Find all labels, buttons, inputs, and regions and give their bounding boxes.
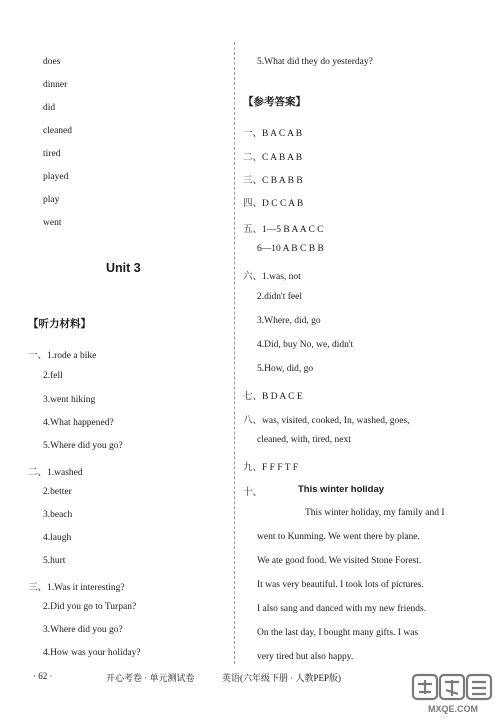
answer-item: 八、was, visited, cooked, In, washed, goes, (243, 416, 410, 426)
essay-line: very tired but also happy. (257, 652, 354, 662)
listening-item: 一、1.rode a bike (28, 351, 97, 361)
listening-item: 4.laugh (43, 533, 72, 543)
answer-item: 九、F F F T F (243, 463, 299, 473)
watermark-glyph-stroke (472, 682, 486, 694)
answer-item: 4.Did, buy No, we, didn't (257, 340, 354, 350)
answer-item: 3.Where, did, go (257, 316, 321, 326)
essay-number: 十、 (243, 488, 263, 498)
listening-material-header: 【听力材料】 (28, 319, 91, 330)
essay-line: We ate good food. We visited Stone Forest. (257, 556, 422, 566)
listening-item: 三、1.Was it interesting? (28, 583, 125, 593)
answer-item: 6—10 A B C B B (257, 244, 324, 254)
word-item: did (43, 103, 56, 113)
word-item: does (43, 57, 61, 67)
answer-item: 四、D C C A B (243, 199, 304, 209)
listening-item: 5.Where did you go? (43, 441, 123, 451)
answer-item: 2.didn't feel (257, 292, 302, 302)
word-item: played (43, 172, 69, 182)
answer-key-header: 【参考答案】 (243, 97, 306, 108)
word-item: dinner (43, 80, 68, 90)
word-item: play (43, 195, 60, 205)
essay-line: It was very beautiful. I took lots of pictures. (257, 580, 424, 590)
listening-item: 2.fell (43, 371, 63, 381)
footer-subject: 英语(六年级下册 · 人教PEP版) (222, 673, 342, 683)
watermark-glyph-stroke (418, 680, 432, 694)
unit-title: Unit 3 (106, 261, 141, 275)
answer-item: 二、C A B A B (243, 153, 303, 163)
answer-item: 5.How, did, go (257, 364, 314, 374)
listening-item: 3.went hiking (43, 395, 96, 405)
answer-item: 五、1—5 B A A C C (243, 225, 324, 235)
essay-line: I also sang and danced with my new friends. (257, 604, 427, 614)
watermark-site: MXQE.COM (427, 704, 479, 714)
word-item: went (43, 218, 62, 228)
watermark-logo (410, 672, 496, 716)
question-item: 5.What did they do yesterday? (257, 57, 373, 67)
listening-item: 4.What happened? (43, 418, 114, 428)
word-item: tired (43, 149, 61, 159)
answer-item: 七、B D A C E (243, 392, 303, 402)
essay-title: This winter holiday (298, 484, 385, 495)
listening-item: 4.How was your holiday? (43, 648, 141, 658)
listening-item: 3.beach (43, 510, 73, 520)
essay-line: This winter holiday, my family and I (305, 508, 445, 518)
answer-item: 三、C B A B B (243, 176, 303, 186)
listening-item: 二、1.washed (28, 468, 83, 478)
page-number: · 62 · (33, 671, 53, 681)
answer-item: 六、1.was, not (243, 272, 301, 282)
footer-series: 开心考卷 · 单元测试卷 (106, 673, 195, 683)
essay-line: On the last day, I bought many gifts. I was (257, 628, 419, 638)
answer-item: cleaned, with, tired, next (257, 435, 351, 445)
word-item: cleaned (43, 126, 73, 136)
essay-line: went to Kunming. We went there by plane. (257, 532, 420, 542)
answer-item: 一、B A C A B (243, 129, 303, 139)
column-divider (234, 42, 235, 664)
listening-item: 2.Did you go to Turpan? (43, 602, 137, 612)
listening-item: 5.hurt (43, 556, 66, 566)
listening-item: 2.better (43, 487, 72, 497)
watermark-glyph-stroke (445, 680, 459, 696)
listening-item: 3.Where did you go? (43, 625, 123, 635)
